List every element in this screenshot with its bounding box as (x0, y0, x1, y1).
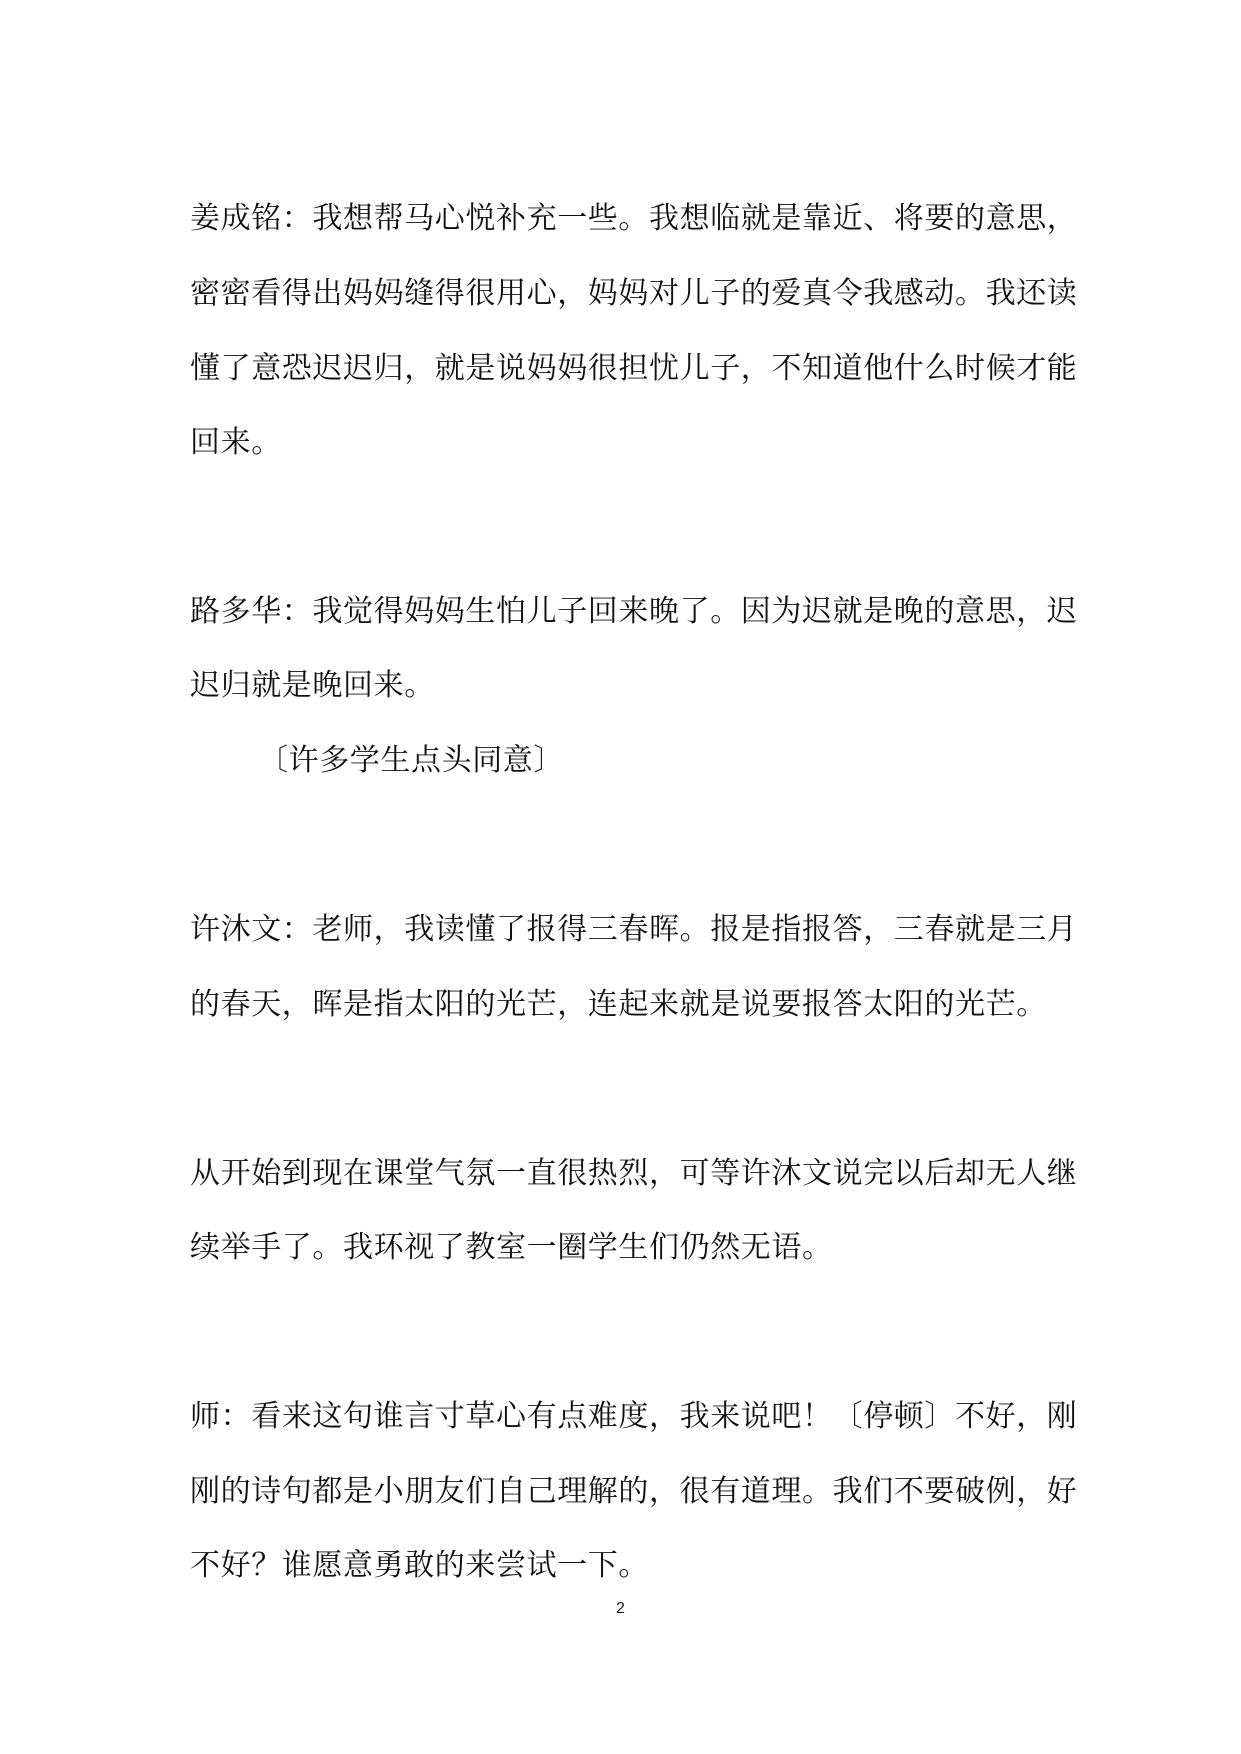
text-line: 〔许多学生点头同意〕 (258, 743, 564, 778)
text-line: 刚的诗句都是小朋友们自己理解的，很有道理。我们不要破例，好 (190, 1474, 1078, 1509)
text-line: 迟归就是晚回来。 (190, 668, 435, 703)
text-line: 从开始到现在课堂气氛一直很热烈，可等许沐文说完以后却无人继 (190, 1156, 1078, 1191)
text-line: 不好？谁愿意勇敢的来尝试一下。 (190, 1548, 649, 1583)
page-number: 2 (616, 1600, 625, 1617)
text-line: 回来。 (190, 425, 282, 460)
text-line: 路多华：我觉得妈妈生怕儿子回来晚了。因为迟就是晚的意思，迟 (190, 594, 1078, 629)
text-line: 姜成铭：我想帮马心悦补充一些。我想临就是靠近、将要的意思， (190, 201, 1078, 236)
text-line: 许沐文：老师，我读懂了报得三春晖。报是指报答，三春就是三月 (190, 912, 1078, 947)
text-line: 懂了意恐迟迟归，就是说妈妈很担忧儿子，不知道他什么时候才能 (190, 351, 1078, 386)
text-line: 续举手了。我环视了教室一圈学生们仍然无语。 (190, 1230, 833, 1265)
text-line: 师：看来这句谁言寸草心有点难度，我来说吧！〔停顿〕不好，刚 (190, 1399, 1078, 1434)
text-line: 的春天，晖是指太阳的光芒，连起来就是说要报答太阳的光芒。 (190, 987, 1047, 1022)
text-line: 密密看得出妈妈缝得很用心，妈妈对儿子的爱真令我感动。我还读 (190, 276, 1078, 311)
